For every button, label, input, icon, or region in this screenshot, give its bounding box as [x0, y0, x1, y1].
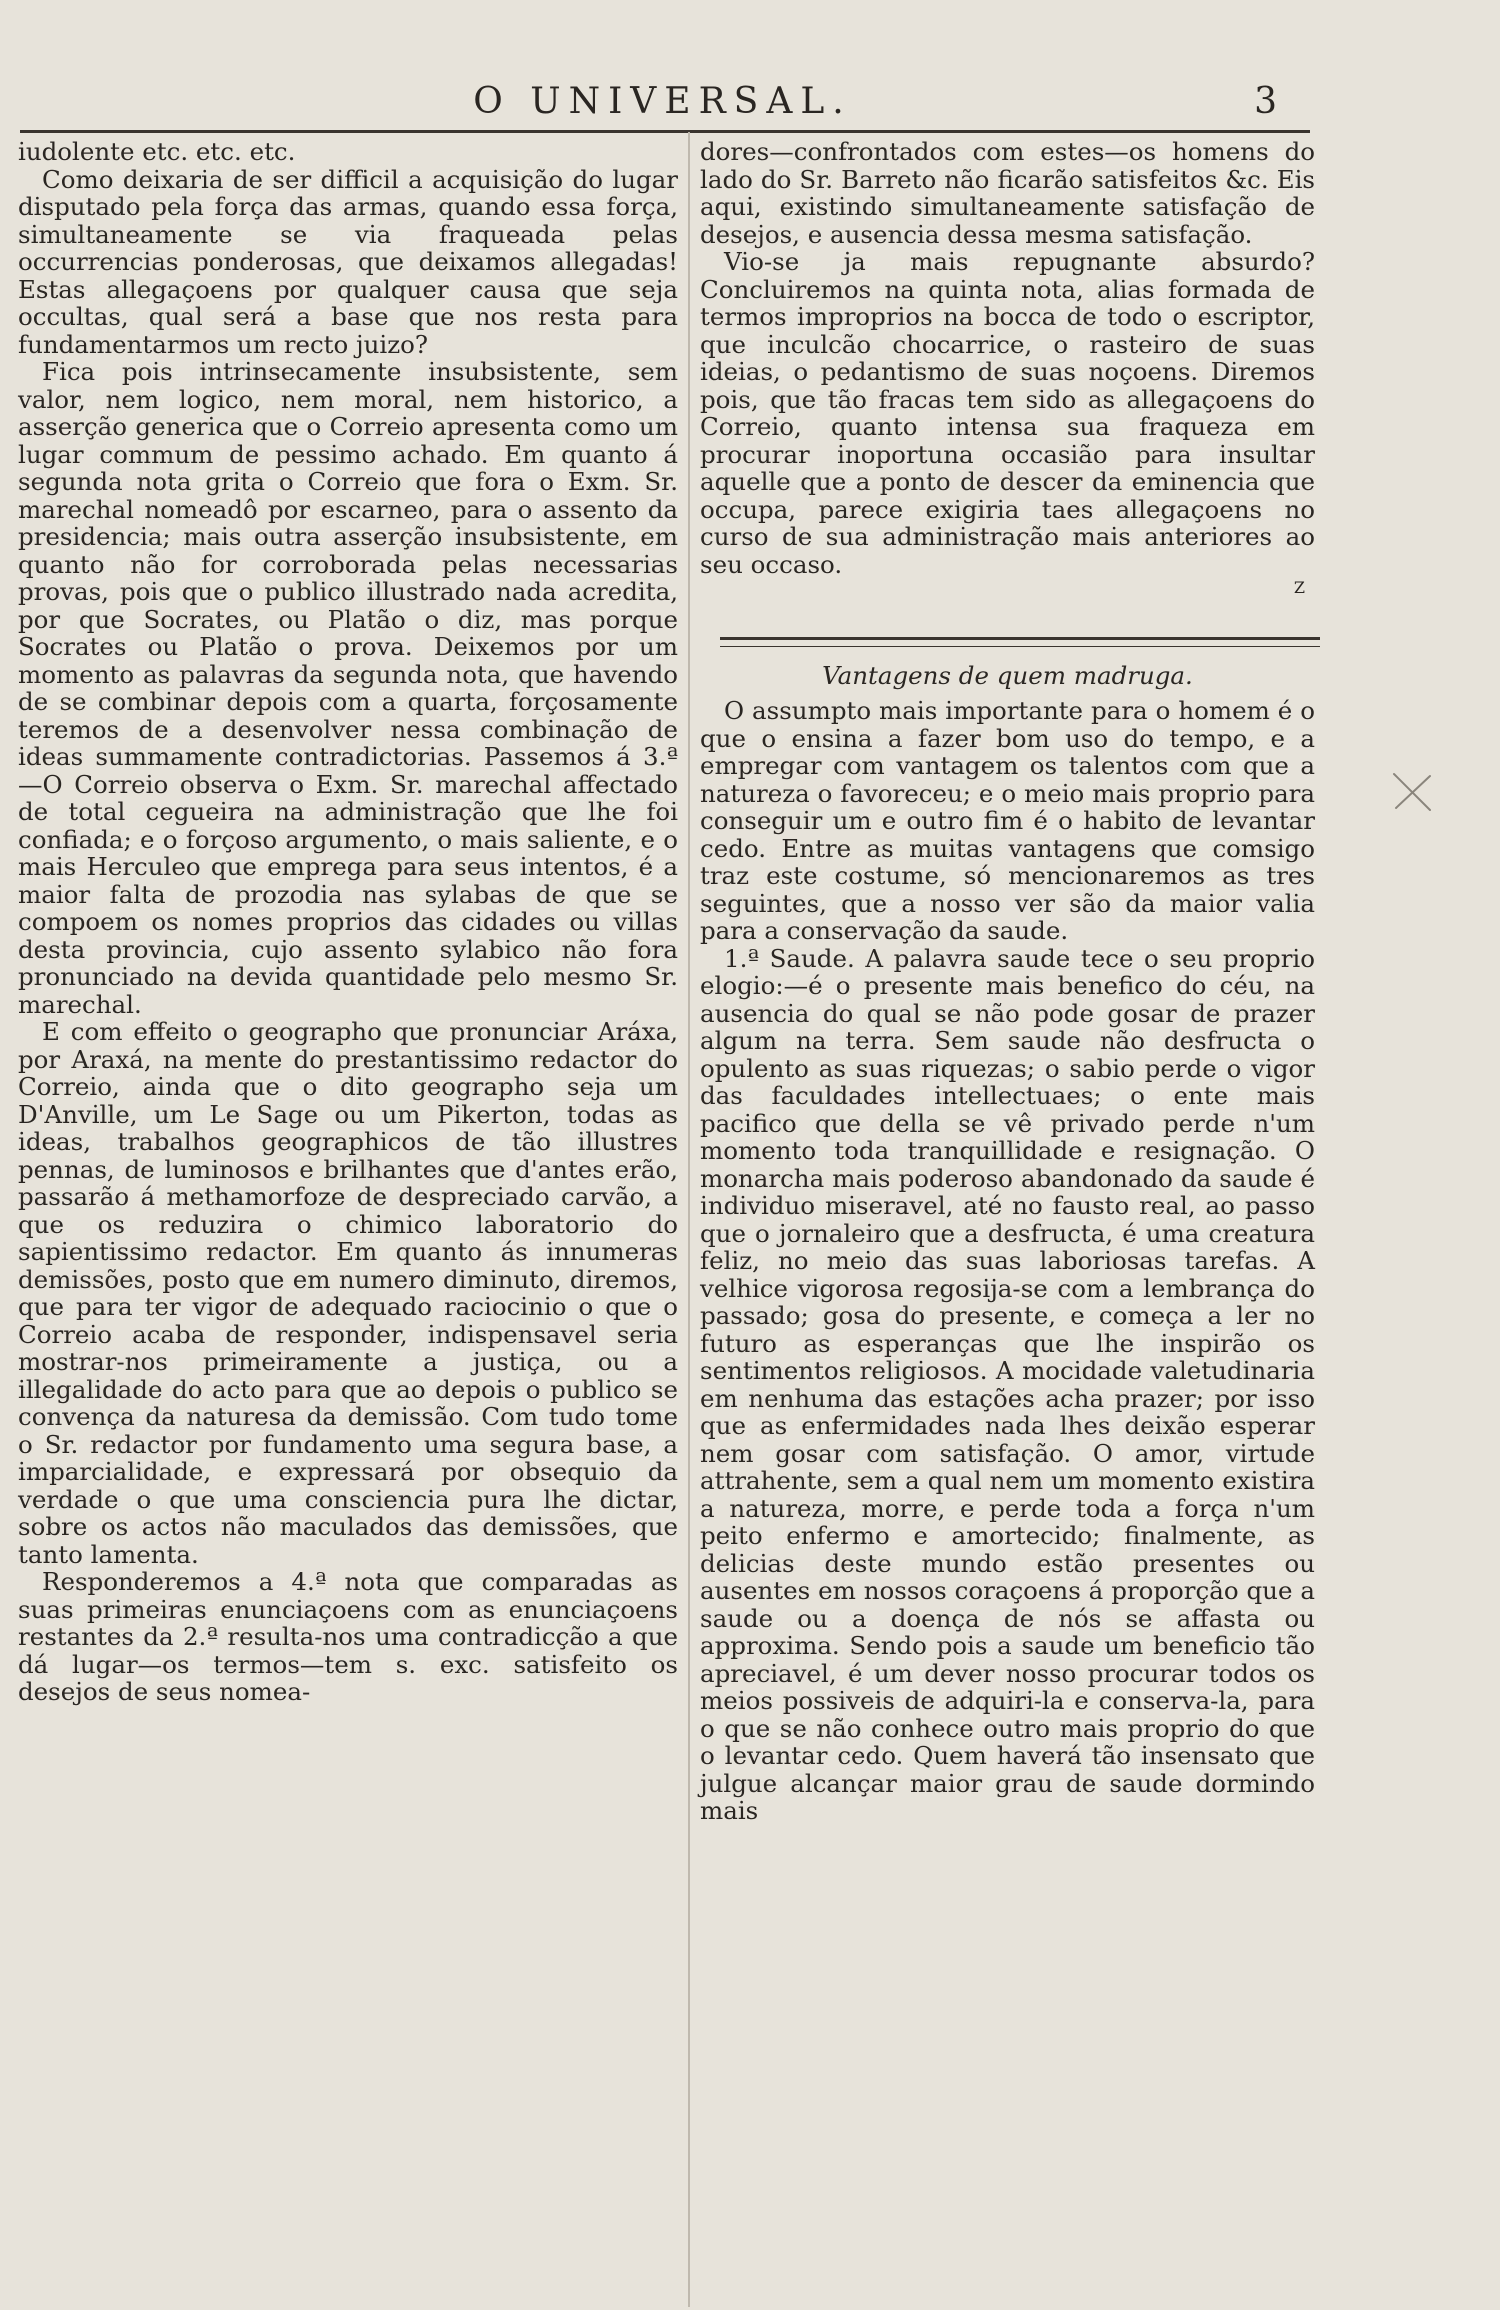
header-rule — [20, 130, 1310, 133]
paragraph: Responderemos a 4.ª nota que comparadas as suas primeiras enunciaçoens com as enunciaçoens restantes da 2.ª resulta-nos uma contradicção a que dá lugar—os termos—tem s. exc. satisfeito os desejos de seus nomea- — [18, 1567, 678, 1706]
article-signature: Z — [1293, 578, 1305, 597]
article-title: Vantagens de quem madruga. — [822, 661, 1193, 690]
section-divider — [720, 637, 1320, 647]
newspaper-title: O UNIVERSAL. — [473, 81, 852, 122]
paragraph: iudolente etc. etc. etc. — [18, 137, 296, 166]
right-column — [700, 138, 1315, 1825]
paragraph: 1.ª Saude. A palavra saude tece o seu proprio elogio:—é o presente mais benefico do céu, na ausencia do qual se não pode gosar de prazer algum na terra. Sem saude não desfructa o opulento as suas riquezas; o sabio perde o vigor das faculdades intellectuaes; o ente mais pacifico que della se vê privado perde n'um momento toda tranquillidade e resignação. O monarcha mais poderoso abandonado da saude é individuo miseravel, até no fausto real, ao passo que o jornaleiro que a desfructa, é uma creatura feliz, no meio das suas laboriosas tarefas. A velhice vigorosa regosija-se com a lembrança do passado; gosa do presente, e começa a ler no futuro as esperanças que lhe inspirão os sentimentos religiosos. A mocidade valetudinaria em nenhuma das estações acha prazer; por isso que as enfermidades nada lhes deixão esperar nem gosar com satisfação. O amor, virtude attrahente, sem a qual nem um momento existira a natureza, morre, e perde toda a força n'um peito enfermo e amortecido; finalmente, as delicias deste mundo estão presentes ou ausentes em nossos coraçoens á proporção que a saude ou a doença de nós se affasta ou approxima. Sendo pois a saude um beneficio tão apreciavel, é um dever nosso procurar todos os meios possiveis de adquiri-la e conserva-la, para o que se não conhece outro mais proprio do que o levantar cedo. Quem haverá tão insensato que julgue alcançar maior grau de saude dormindo mais — [700, 943, 1315, 1825]
paragraph: dores—confrontados com estes—os homens do lado do Sr. Barreto não ficarão satisfeitos &c. Eis aqui, existindo simultaneamente satisfação de desejos, e ausencia dessa mesma satisfação. — [700, 137, 1315, 249]
column-separator — [688, 132, 690, 2307]
paragraph: Vio-se ja mais repugnante absurdo? Concluiremos na quinta nota, alias formada de termos improprios na bocca de todo o escriptor, que inculcão chocarrice, o rasteiro de suas ideias, o pedantismo de suas noçoens. Diremos pois, que tão fracas tem sido as allegaçoens do Correio, quanto intensa sua fraqueza em procurar inoportuna occasião para insultar aquelle que a ponto de descer da eminencia que occupa, parece exigiria taes allegaçoens no curso de sua administração mais anteriores ao seu occaso. — [700, 247, 1315, 579]
paragraph: Fica pois intrinsecamente insubsistente, sem valor, nem logico, nem moral, nem historico, a asserção generica que o Correio apresenta como um lugar commum de pessimo achado. Em quanto á segunda nota grita o Correio que fora o Exm. Sr. marechal nomeadô por escarneo, para o assento da presidencia; mais outra asserção insubsistente, em quanto não for corroborada pelas necessarias provas, pois que o publico illustrado nada acredita, por que Socrates, ou Platão o diz, mas porque Socrates ou Platão o prova. Deixemos por um momento as palavras da segunda nota, que havendo de se combinar depois com a quarta, forçosamente teremos de a desenvolver nessa combinação de ideas summamente contradictorias. Passemos á 3.ª—O Correio observa o Exm. Sr. marechal affectado de total cegueira na administração que lhe foi confiada; e o forçoso argumento, o mais saliente, e o mais Herculeo que emprega para seus intentos, é a maior falta de prozodia nas sylabas de que se compoem os nomes proprios das cidades ou villas desta provincia, cujo assento sylabico não fora pronunciado na devida quantidade pelo mesmo Sr. marechal. — [18, 357, 678, 1019]
handwritten-x-mark-icon — [1390, 770, 1434, 814]
left-column — [18, 138, 678, 1706]
masthead — [20, 82, 1305, 122]
page-number: 3 — [1254, 81, 1277, 122]
paragraph: Como deixaria de ser difficil a acquisição do lugar disputado pela força das armas, quando essa força, simultaneamente se via fraqueada pelas occurrencias ponderosas, que deixamos allegadas! Estas allegaçoens por qualquer causa que seja occultas, qual será a base que nos resta para fundamentarmos um recto juizo? — [18, 164, 678, 359]
paragraph: E com effeito o geographo que pronunciar Aráxa, por Araxá, na mente do prestantissimo redactor do Correio, ainda que o dito geographo seja um D'Anville, um Le Sage ou um Pikerton, todas as ideas, trabalhos geographicos de tão illustres pennas, de luminosos e brilhantes que d'antes erão, passarão á methamorfoze de despreciado carvão, a que os reduzira o chimico laboratorio do sapientissimo redactor. Em quanto ás innumeras demissões, posto que em numero diminuto, diremos, que para ter vigor de adequado raciocinio o que o Correio acaba de responder, indispensavel seria mostrar-nos primeiramente a justiça, ou a illegalidade do acto para que ao depois o publico se convença da naturesa da demissão. Com tudo tome o Sr. redactor por fundamento uma segura base, a imparcialidade, e expressará por obsequio da verdade o que uma consciencia pura lhe dictar, sobre os actos não maculados das demissões, que tanto lamenta. — [18, 1017, 678, 1569]
paragraph: O assumpto mais importante para o homem é o que o ensina a fazer bom uso do tempo, e a empregar com vantagem os talentos com que a natureza o favoreceu; e o meio mais proprio para conseguir um e outro fim é o habito de levantar cedo. Entre as muitas vantagens que comsigo traz este costume, só mencionaremos as tres seguintes, que a nosso ver são da maior valia para a conservação da saude. — [700, 696, 1315, 945]
